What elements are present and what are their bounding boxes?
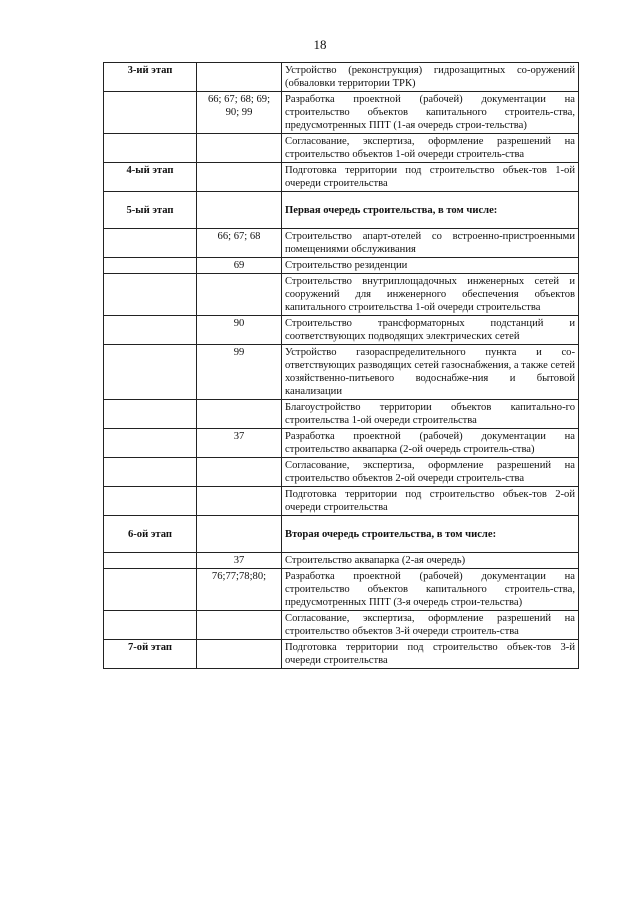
description-cell: Строительство резиденции bbox=[282, 258, 579, 274]
description-cell: Разработка проектной (рабочей) документации на строительство аквапарка (2-ой очередь строитель-ства) bbox=[282, 429, 579, 458]
table-row bbox=[104, 258, 579, 274]
object-numbers-cell bbox=[197, 192, 282, 229]
stage-cell bbox=[104, 258, 197, 274]
object-numbers-cell bbox=[197, 63, 282, 92]
table-row bbox=[104, 134, 579, 163]
table-row bbox=[104, 163, 579, 192]
stage-cell bbox=[104, 487, 197, 516]
description-cell: Благоустройство территории объектов капитально-го строительства 1-ой очереди строительства bbox=[282, 400, 579, 429]
object-numbers-cell: 37 bbox=[197, 429, 282, 458]
stage-cell: 4-ый этап bbox=[104, 163, 197, 192]
description-cell: Согласование, экспертиза, оформление разрешений на строительство объектов 2-ой очереди строитель-ства bbox=[282, 458, 579, 487]
description-cell: Строительство аквапарка (2-ая очередь) bbox=[282, 553, 579, 569]
stage-cell bbox=[104, 400, 197, 429]
description-cell: Подготовка территории под строительство объек-тов 1-ой очереди строительства bbox=[282, 163, 579, 192]
description-cell: Устройство газораспределительного пункта и со-ответствующих разводящих сетей газоснабжения, а также сетей хозяйственно-питьевого водоснабже-ния и бытовой канализации bbox=[282, 345, 579, 400]
table-row bbox=[104, 92, 579, 134]
page-number: 18 bbox=[313, 37, 327, 52]
description-cell: Подготовка территории под строительство объек-тов 3-й очереди строительства bbox=[282, 640, 579, 669]
object-numbers-cell bbox=[197, 163, 282, 192]
object-numbers-cell: 66; 67; 68; 69; 90; 99 bbox=[197, 92, 282, 134]
construction-stages-table bbox=[103, 62, 579, 669]
stage-cell: 7-ой этап bbox=[104, 640, 197, 669]
description-cell: Подготовка территории под строительство объек-тов 2-ой очереди строительства bbox=[282, 487, 579, 516]
table-row bbox=[104, 429, 579, 458]
table-row bbox=[104, 553, 579, 569]
description-cell: Разработка проектной (рабочей) документации на строительство объектов капитального строитель-ства, предусмотренных ППТ (1-ая очередь строи-тельства) bbox=[282, 92, 579, 134]
stage-cell bbox=[104, 274, 197, 316]
object-numbers-cell: 37 bbox=[197, 553, 282, 569]
table-row bbox=[104, 640, 579, 669]
table-row bbox=[104, 569, 579, 611]
object-numbers-cell: 90 bbox=[197, 316, 282, 345]
object-numbers-cell: 76;77;78;80; bbox=[197, 569, 282, 611]
table-row bbox=[104, 487, 579, 516]
stage-cell: 3-ий этап bbox=[104, 63, 197, 92]
description-cell: Строительство трансформаторных подстанций и соответствующих подводящих электрических сетей bbox=[282, 316, 579, 345]
object-numbers-cell bbox=[197, 134, 282, 163]
table-row bbox=[104, 516, 579, 553]
table-row bbox=[104, 63, 579, 92]
stage-cell bbox=[104, 134, 197, 163]
description-cell: Строительство внутриплощадочных инженерных сетей и сооружений для инженерного обеспечения объектов капитального строительства 1-ой очереди строительства bbox=[282, 274, 579, 316]
description-cell: Первая очередь строительства, в том числе: bbox=[282, 192, 579, 229]
object-numbers-cell bbox=[197, 487, 282, 516]
description-cell: Согласование, экспертиза, оформление разрешений на строительство объектов 1-ой очереди строитель-ства bbox=[282, 134, 579, 163]
object-numbers-cell bbox=[197, 640, 282, 669]
table-row bbox=[104, 316, 579, 345]
stage-cell bbox=[104, 229, 197, 258]
table-row bbox=[104, 229, 579, 258]
object-numbers-cell: 99 bbox=[197, 345, 282, 400]
table-row bbox=[104, 274, 579, 316]
stage-cell bbox=[104, 458, 197, 487]
stage-cell bbox=[104, 611, 197, 640]
object-numbers-cell bbox=[197, 400, 282, 429]
object-numbers-cell: 69 bbox=[197, 258, 282, 274]
stage-cell bbox=[104, 345, 197, 400]
stage-cell bbox=[104, 316, 197, 345]
stage-cell bbox=[104, 92, 197, 134]
object-numbers-cell: 66; 67; 68 bbox=[197, 229, 282, 258]
object-numbers-cell bbox=[197, 516, 282, 553]
table-row bbox=[104, 345, 579, 400]
description-cell: Разработка проектной (рабочей) документации на строительство объектов капитального строитель-ства, предусмотренных ППТ (3-я очередь строи-тельства) bbox=[282, 569, 579, 611]
stage-cell bbox=[104, 553, 197, 569]
description-cell: Устройство (реконструкция) гидрозащитных со-оружений (обваловки территории ТРК) bbox=[282, 63, 579, 92]
description-cell: Вторая очередь строительства, в том числе: bbox=[282, 516, 579, 553]
description-cell: Согласование, экспертиза, оформление разрешений на строительство объектов 3-й очереди строитель-ства bbox=[282, 611, 579, 640]
stage-cell: 5-ый этап bbox=[104, 192, 197, 229]
object-numbers-cell bbox=[197, 611, 282, 640]
table-row bbox=[104, 192, 579, 229]
object-numbers-cell bbox=[197, 458, 282, 487]
stage-cell: 6-ой этап bbox=[104, 516, 197, 553]
table-row bbox=[104, 458, 579, 487]
table-row bbox=[104, 400, 579, 429]
description-cell: Строительство апарт-отелей со встроенно-пристроенными помещениями обслуживания bbox=[282, 229, 579, 258]
stage-cell bbox=[104, 429, 197, 458]
table-row bbox=[104, 611, 579, 640]
object-numbers-cell bbox=[197, 274, 282, 316]
stage-cell bbox=[104, 569, 197, 611]
